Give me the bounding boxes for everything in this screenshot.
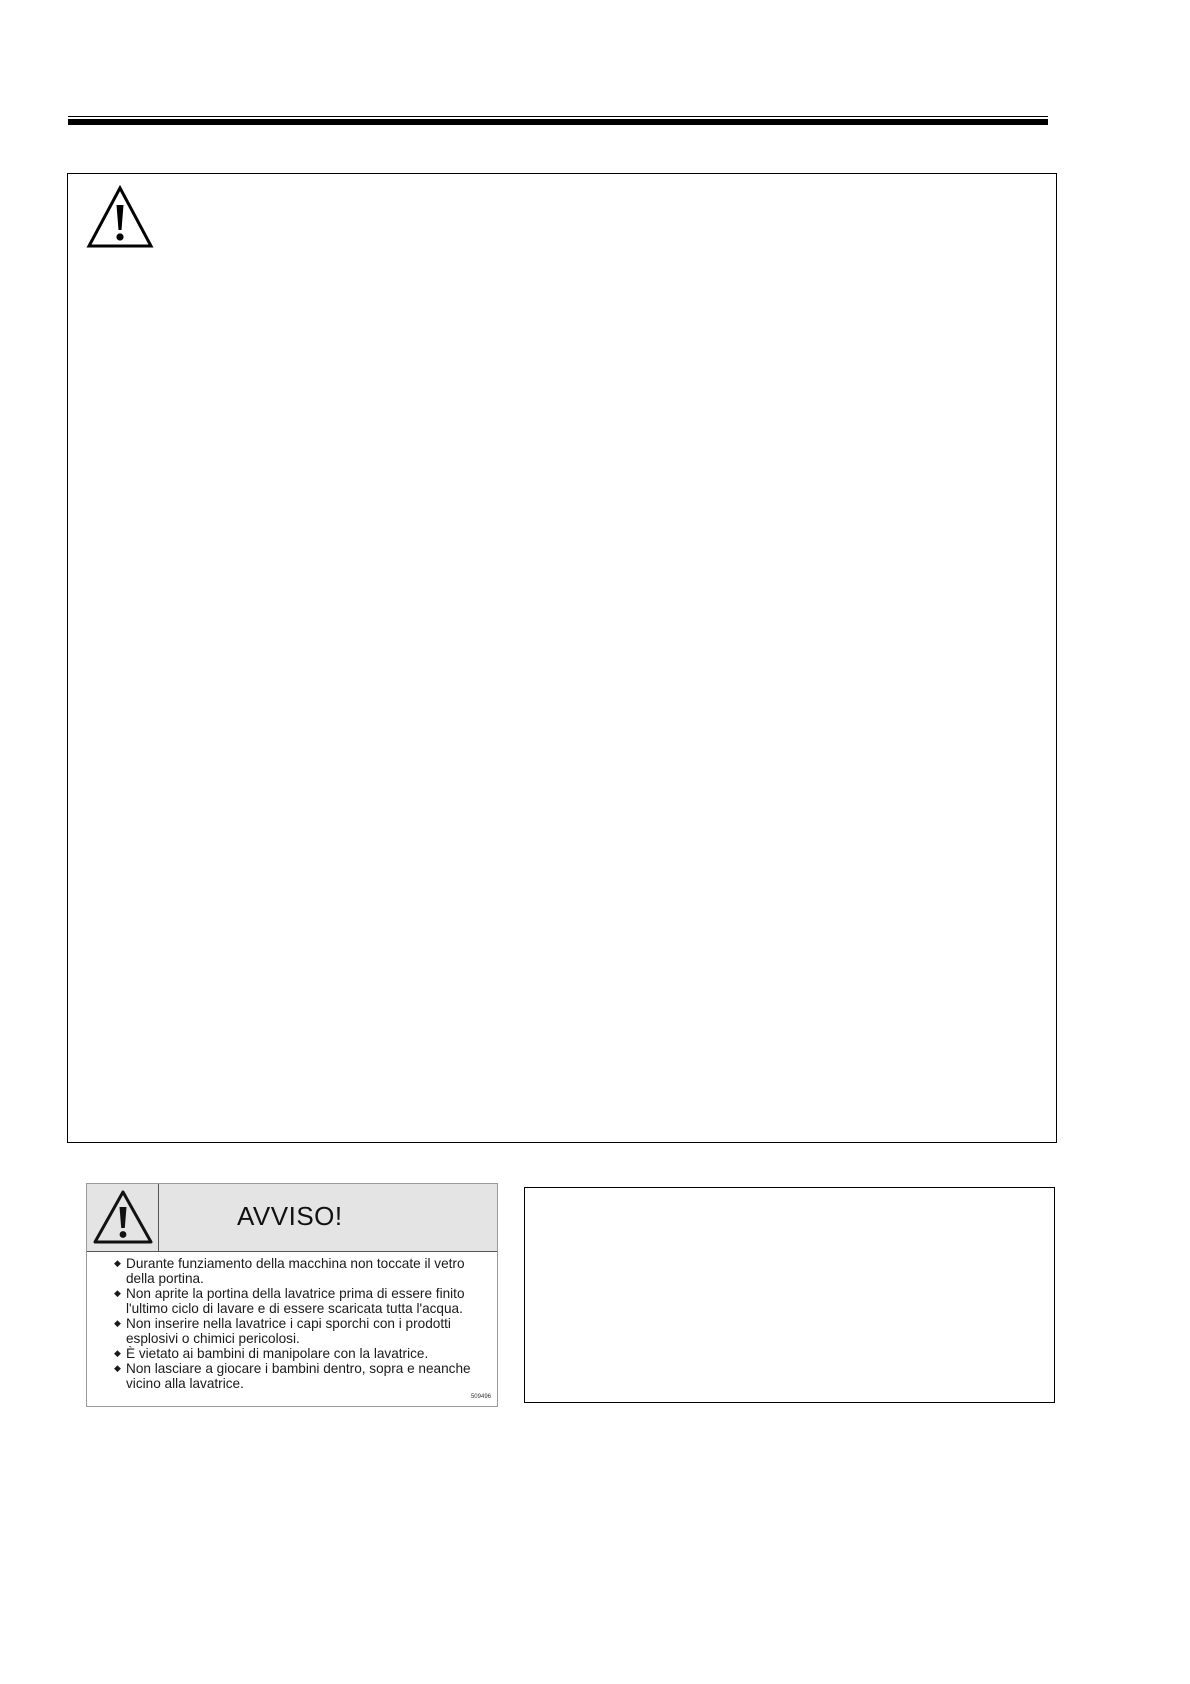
warning-triangle-icon [86, 185, 154, 249]
header-rule-thick [68, 119, 1048, 125]
avviso-label [86, 1183, 498, 1407]
label-icon-cell [87, 1184, 159, 1251]
label-title: AVVISO! [237, 1201, 343, 1231]
label-code: 509496 [470, 1394, 491, 1400]
label-item: ◆ Durante funziamento della macchina non toccate il vetro della portina. [114, 1256, 489, 1286]
label-item: ◆ Non lasciare a giocare i bambini dentro, sopra e neanche vicino alla lavatrice. [114, 1361, 489, 1391]
label-list [114, 1256, 489, 1391]
label-header [87, 1184, 497, 1252]
label-item: ◆ È vietato ai bambini di manipolare con la lavatrice. [114, 1346, 489, 1361]
warning-triangle-icon [92, 1189, 154, 1245]
main-warning-box [67, 173, 1057, 1143]
header-rule-thin [68, 116, 1048, 117]
label-item: ◆ Non inserire nella lavatrice i capi sporchi con i prodotti esplosivi o chimici pericolosi. [114, 1316, 489, 1346]
empty-right-box [524, 1187, 1055, 1403]
label-item: ◆ Non aprite la portina della lavatrice prima di essere finito l'ultimo ciclo di lavare e di essere scaricata tutta l'acqua. [114, 1286, 489, 1316]
